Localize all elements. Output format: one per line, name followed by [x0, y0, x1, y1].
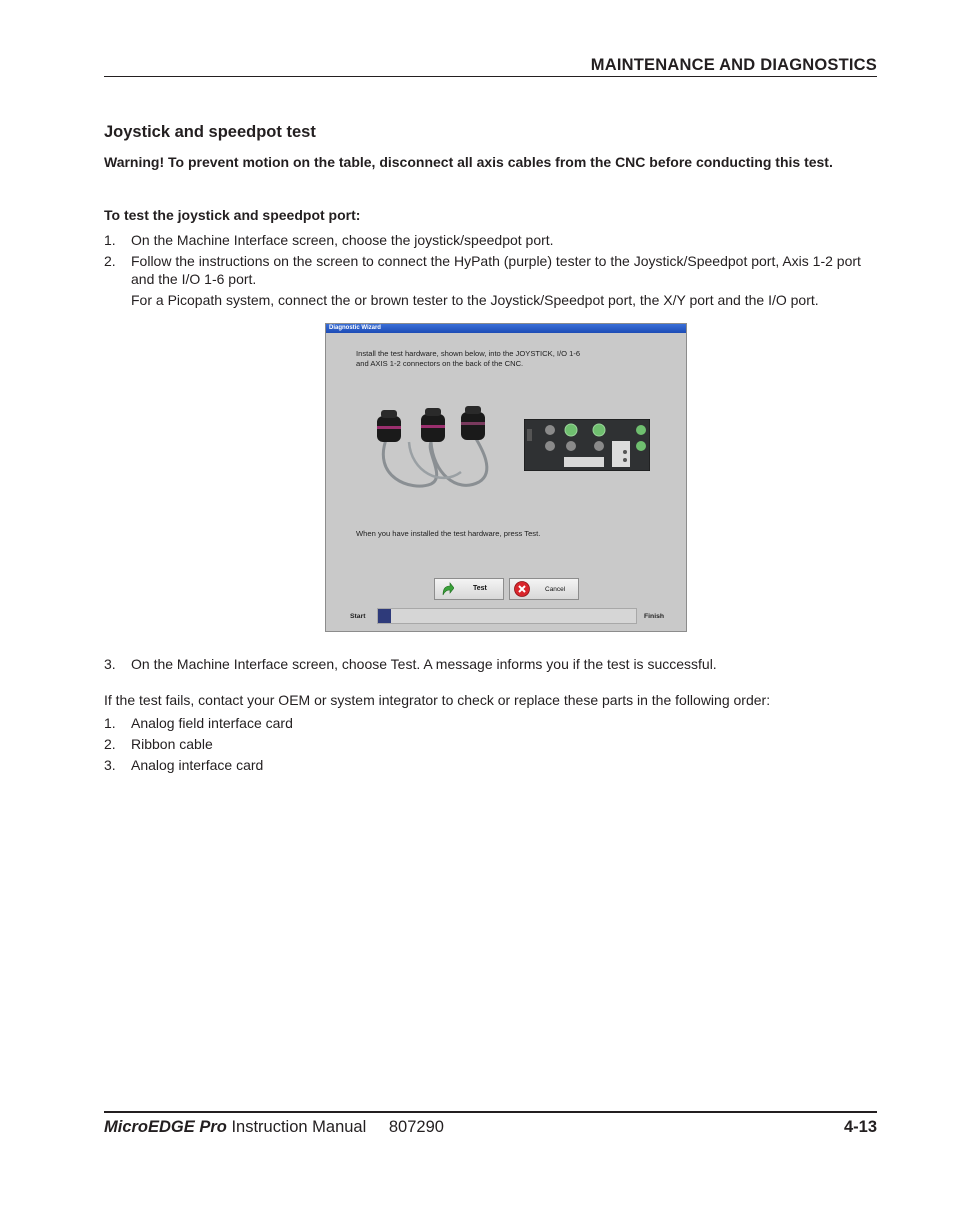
test-button-label: Test	[473, 585, 487, 592]
step-text: Follow the instructions on the screen to connect the HyPath (purple) tester to the Joystick/Speedpot port, Axis 1-2 port and the I/O 1-6 port.	[131, 253, 861, 287]
header-rule	[104, 76, 877, 77]
step-text: On the Machine Interface screen, choose the joystick/speedpot port.	[131, 232, 554, 248]
wizard-titlebar: Diagnostic Wizard	[326, 324, 686, 333]
connector-3	[461, 406, 485, 440]
cancel-button-label: Cancel	[545, 586, 566, 593]
progress-bar	[377, 608, 637, 624]
footer-title	[104, 1118, 444, 1137]
progress-fill	[378, 609, 391, 623]
failure-intro: If the test fails, contact your OEM or system integrator to check or replace these parts in the following order:	[104, 692, 771, 708]
footer-doc: Instruction Manual	[231, 1118, 367, 1136]
wizard-instruction-line1: Install the test hardware, shown below, into the JOYSTICK, I/O 1-6	[356, 349, 581, 358]
test-button[interactable]	[434, 578, 504, 600]
part-text: Analog field interface card	[131, 715, 293, 731]
red-x-icon	[514, 581, 530, 597]
step-text: On the Machine Interface screen, choose Test. A message informs you if the test is successful.	[131, 656, 717, 672]
footer-rule	[104, 1111, 877, 1113]
connector-2	[421, 408, 445, 442]
step-number: 2.	[104, 253, 116, 269]
warning-text: Warning! To prevent motion on the table, disconnect all axis cables from the CNC before conducting this test.	[104, 154, 833, 170]
test-cable-illustration	[371, 402, 501, 497]
procedure-heading: To test the joystick and speedpot port:	[104, 207, 361, 223]
progress-start-label: Start	[350, 613, 366, 620]
part-number: 3.	[104, 757, 116, 773]
diagnostic-wizard-screenshot	[325, 323, 687, 632]
cnc-back-panel-illustration	[524, 419, 650, 471]
step-note: For a Picopath system, connect the or brown tester to the Joystick/Speedpot port, the X/Y port and the I/O port.	[131, 292, 819, 308]
wizard-installed-text: When you have installed the test hardware, press Test.	[356, 529, 541, 538]
running-header: MAINTENANCE AND DIAGNOSTICS	[590, 56, 877, 74]
part-text: Ribbon cable	[131, 736, 213, 752]
part-text: Analog interface card	[131, 757, 264, 773]
section-title: Joystick and speedpot test	[104, 123, 316, 141]
cancel-button[interactable]	[509, 578, 579, 600]
step-number: 3.	[104, 656, 116, 672]
wizard-instruction-line2: and AXIS 1-2 connectors on the back of the CNC.	[356, 359, 524, 368]
page-number: 4-13	[843, 1118, 877, 1136]
footer-brand: MicroEDGE Pro	[104, 1118, 227, 1136]
part-number: 2.	[104, 736, 116, 752]
connector-1	[377, 410, 401, 442]
green-arrow-icon	[440, 582, 454, 596]
step-number: 1.	[104, 232, 116, 248]
part-number: 1.	[104, 715, 116, 731]
progress-finish-label: Finish	[644, 613, 665, 620]
footer-doc-number: 807290	[388, 1118, 444, 1136]
